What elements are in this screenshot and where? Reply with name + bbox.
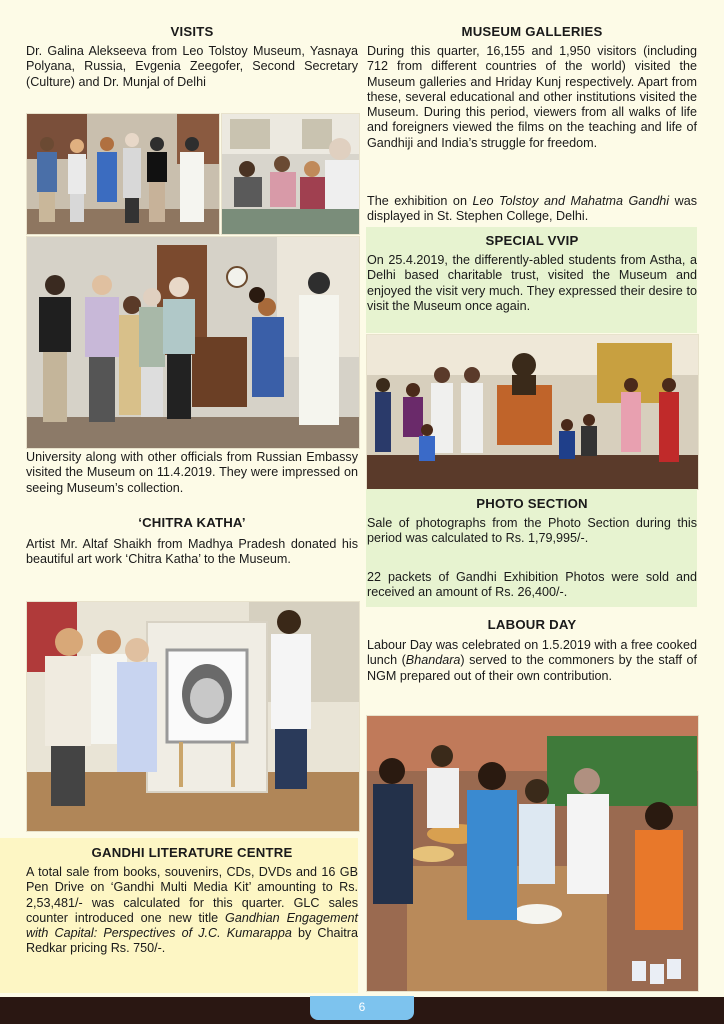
labour-day-photo bbox=[366, 715, 699, 992]
labour-day-text: Labour Day was celebrated on 1.5.2019 with a free cooked lunch ( bbox=[367, 638, 697, 668]
chitra-katha-heading: ‘CHITRA KATHA’ bbox=[138, 515, 246, 530]
glc-body bbox=[26, 865, 358, 957]
visits-heading: VISITS bbox=[170, 24, 214, 39]
exhibition-text-end: was displayed in St. Stephen College, Delhi. bbox=[367, 194, 698, 224]
glc-body-text: A total sale from books, souvenirs, CDs, DVDs and 16 GB Pen Drive on ‘Gandhi Multi Media Kit’ amounting to Rs. 2,53,481/- was calculated for this quarter. GLC sales counter introduced one new title bbox=[26, 865, 358, 925]
exhibition-title: Leo Tolstoy and Mahatma Gandhi bbox=[472, 194, 670, 208]
visits-photo-large bbox=[26, 236, 360, 449]
glc-body-text-end: by Chaitra Redkar pricing Rs. 750/-. bbox=[26, 926, 358, 956]
labour-day-text-end: ) served to the commoners by the staff of NGM prepared out of their own contribution. bbox=[367, 653, 697, 683]
chitra-katha-photo bbox=[26, 601, 360, 832]
museum-galleries-heading: MUSEUM GALLERIES bbox=[461, 24, 603, 39]
photo-section-heading: PHOTO SECTION bbox=[476, 496, 588, 511]
labour-day-heading: LABOUR DAY bbox=[487, 617, 577, 632]
exhibition-body bbox=[367, 194, 697, 225]
glc-book-title: Gandhian Engagement with Capital: Perspectives of J.C. Kumarappa bbox=[26, 910, 358, 941]
special-vvip-photo bbox=[366, 334, 699, 490]
museum-galleries-body: During this quarter, 16,155 and 1,950 visitors (including 712 from different countries of the world) visited the Museum galleries and Hriday Kunj respectively. Apart from these, several educational and other institutions visited the Museum. During this period, viewers from all walks of life and foreigners viewed the films on the teaching and life of Gandhiji and India’s struggle for freedom. bbox=[367, 44, 697, 150]
page-number: 6 bbox=[310, 996, 414, 1020]
visits-intro: Dr. Galina Alekseeva from Leo Tolstoy Museum, Yasnaya Polyana, Russia, Evgenia Zeegofer, Second Secretary (Culture) and Dr. Munjal of Delhi bbox=[26, 44, 358, 89]
photo-section-body-1: Sale of photographs from the Photo Section during this period was calculated to Rs. 1,79,995/-. bbox=[367, 516, 697, 546]
glc-heading: GANDHI LITERATURE CENTRE bbox=[91, 845, 293, 860]
special-vvip-heading: SPECIAL VVIP bbox=[485, 233, 579, 248]
visits-photo-group-1 bbox=[26, 113, 220, 235]
photo-section-body-2: 22 packets of Gandhi Exhibition Photos were sold and received an amount of Rs. 26,400/-. bbox=[367, 570, 697, 600]
visits-photo-group-2 bbox=[221, 113, 360, 235]
special-vvip-body: On 25.4.2019, the differently-abled students from Astha, a Delhi based charitable trust, visited the Museum and enjoyed the visit very much. They expressed their desire to visit the Museum once again. bbox=[367, 253, 697, 313]
visits-continuation: University along with other officials from Russian Embassy visited the Museum on 11.4.2019. They were impressed on seeing Museum’s collection. bbox=[26, 450, 358, 495]
exhibition-text: The exhibition on bbox=[367, 194, 473, 208]
labour-day-bhandara: Bhandara bbox=[405, 653, 461, 668]
labour-day-body bbox=[367, 638, 697, 684]
chitra-katha-body: Artist Mr. Altaf Shaikh from Madhya Pradesh donated his beautiful art work ‘Chitra Katha’ to the Museum. bbox=[26, 537, 358, 567]
